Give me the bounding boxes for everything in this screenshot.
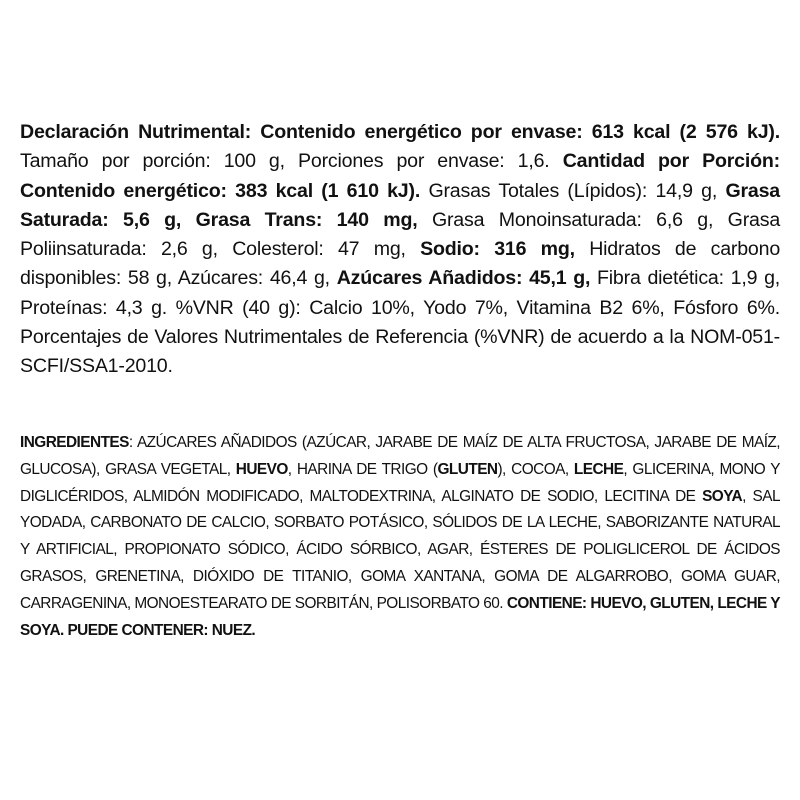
allergen-gluten: GLUTEN <box>437 460 498 478</box>
poly-fat: Grasa Poliinsaturada: 2,6 g, <box>20 208 781 261</box>
ingredients-list <box>20 430 780 644</box>
vnr-values: %VNR (40 g): Calcio 10%, Yodo 7%, Vitamina B2 6%, Fósforo 6%. <box>175 296 780 319</box>
trans-fat: Grasa Trans: 140 mg, <box>195 208 418 231</box>
ingredients-text-2: , HARINA DE TRIGO ( <box>287 460 438 478</box>
ingredients-text-1: : AZÚCARES AÑADIDOS (AZÚCAR, JARABE DE MAÍZ DE ALTA FRUCTOSA, JARABE DE MAÍZ, GLUCOSA), GRASA VEGETAL, <box>20 434 780 478</box>
carbs: Hidratos de carbono disponibles: 58 g, <box>20 238 781 290</box>
may-contain: PUEDE CONTENER: NUEZ. <box>67 621 256 639</box>
nutrition-declaration <box>20 118 780 382</box>
sugars: Azúcares: 46,4 g, <box>177 267 330 290</box>
declaration-title: Declaración Nutrimental: <box>20 121 252 143</box>
saturated-fat: Grasa Saturada: 5,6 g, <box>20 179 780 231</box>
contains-allergens: CONTIENE: HUEVO, GLUTEN, LECHE Y SOYA. <box>20 594 780 639</box>
energy-per-package: Contenido energético por envase: 613 kcal (2 576 kJ). <box>260 121 780 143</box>
ingredients-text-3: ), COCOA, <box>497 460 574 478</box>
fiber: Fibra dietética: 1,9 g, <box>597 267 781 290</box>
quantity-per-portion: Cantidad por Porción: Contenido energético: 383 kcal (1 610 kJ). <box>20 150 780 202</box>
cholesterol: Colesterol: 47 mg, <box>232 238 406 261</box>
ingredients-label: INGREDIENTES <box>20 434 129 451</box>
mono-fat: Grasa Monoinsaturada: 6,6 g, <box>431 208 714 231</box>
portion-size: Tamaño por porción: 100 g, Porciones por envase: 1,6. <box>20 150 550 173</box>
allergen-milk: LECHE <box>573 460 624 478</box>
total-fat: Grasas Totales (Lípidos): 14,9 g, <box>428 179 718 202</box>
vnr-footnote: Porcentajes de Valores Nutrimentales de Referencia (%VNR) de acuerdo a la NOM-051-SCFI/SSA1-2010. <box>20 326 780 378</box>
ingredients-text-4: , GLICERINA, MONO Y DIGLICÉRIDOS, ALMIDÓN MODIFICADO, MALTODEXTRINA, ALGINATO DE SODIO, LECITINA DE <box>20 460 780 505</box>
ingredients-text-5: , SAL YODADA, CARBONATO DE CALCIO, SORBATO POTÁSICO, SÓLIDOS DE LA LECHE, SABORIZANTE NATURAL Y ARTIFICIAL, PROPIONATO SÓDICO, ÁCIDO SÓRBICO, AGAR, ÉSTERES DE POLIGLICEROL DE ÁCIDOS GRASOS, GRENETINA, DIÓXIDO DE TITANIO, GOMA XANTANA, GOMA DE ALGARROBO, GOMA GUAR, CARRAGENINA, MONOESTEARATO DE SORBITÁN, POLISORBATO 60. <box>20 487 780 612</box>
allergen-egg: HUEVO <box>235 460 288 478</box>
allergen-soy: SOYA <box>702 487 743 505</box>
added-sugars: Azúcares Añadidos: 45,1 g, <box>336 267 591 290</box>
protein: Proteínas: 4,3 g. <box>20 296 168 319</box>
sodium: Sodio: 316 mg, <box>420 238 575 261</box>
